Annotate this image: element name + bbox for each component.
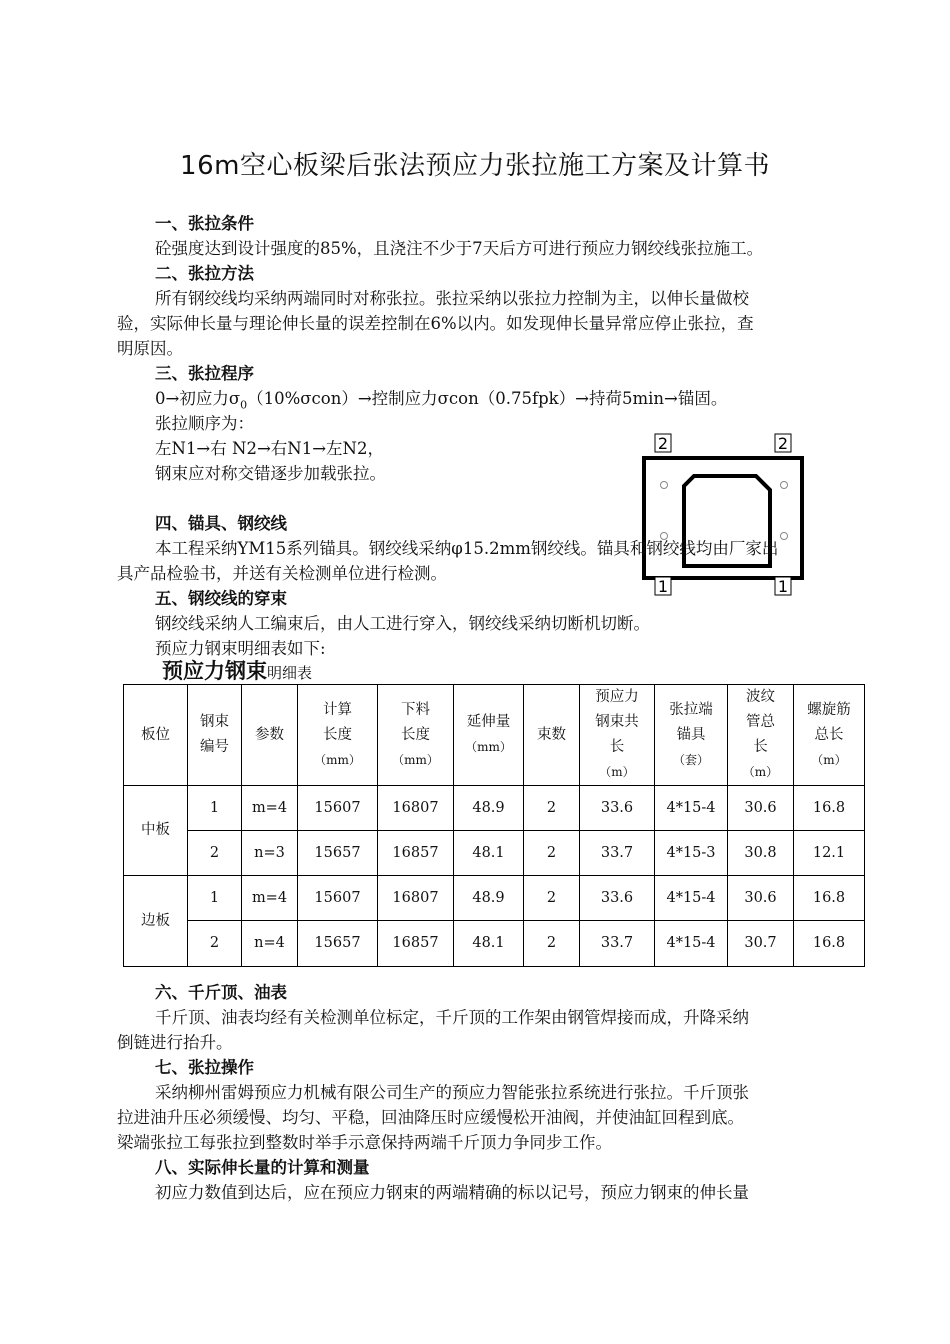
table-cell: m=4: [242, 876, 298, 921]
formula-subscript: 0: [240, 398, 248, 412]
table-cell: 16.8: [794, 921, 865, 967]
table-row: [124, 786, 865, 831]
column-header: 延伸量 （mm）: [454, 685, 524, 786]
column-header: 参数: [242, 685, 298, 786]
formula-text: （10%σcon）→控制应力σcon（0.75fpk）→持荷5min→锚固。: [247, 389, 728, 408]
column-header: 波纹 管总 长 （m）: [728, 685, 794, 786]
column-header: 束数: [524, 685, 580, 786]
paragraph-line: 本工程采纳YM15系列锚具。钢绞线采纳φ15.2mm钢绞线。锚具和钢绞线均由厂家出: [155, 539, 779, 558]
tendon-label: 2: [657, 434, 669, 453]
table-cell: m=4: [242, 786, 298, 831]
table-cell: 2: [524, 831, 580, 876]
table-cell: n=4: [242, 921, 298, 967]
table-cell: 2: [188, 831, 242, 876]
table-cell: 33.6: [580, 876, 655, 921]
table-caption-suffix: 明细表: [267, 664, 313, 682]
page-title: 16m空心板梁后张法预应力张拉施工方案及计算书: [180, 151, 770, 181]
table-cell: 15657: [298, 831, 378, 876]
paragraph-line: 具产品检验书，并送有关检测单位进行检测。: [117, 564, 447, 583]
paragraph-line: 钢绞线采纳人工编束后，由人工进行穿入，钢绞线采纳切断机切断。: [155, 614, 650, 633]
table-cell: 1: [188, 876, 242, 921]
board-position-cell: 中板: [124, 786, 188, 876]
section-heading-3: 三、张拉程序: [155, 364, 254, 383]
table-cell: 30.8: [728, 831, 794, 876]
table-caption: [162, 659, 312, 686]
paragraph-line: 梁端张拉工每张拉到整数时举手示意保持两端千斤顶力争同步工作。: [117, 1133, 612, 1152]
table-cell: 2: [524, 921, 580, 967]
tendon-label: 2: [777, 434, 789, 453]
board-position-cell: 边板: [124, 876, 188, 967]
paragraph-line: 拉进油升压必须缓慢、均匀、平稳，回油降压时应缓慢松开油阀，并使油缸回程到底。: [117, 1108, 744, 1127]
tendon-duct: [781, 533, 788, 540]
paragraph-line: 预应力钢束明细表如下:: [155, 639, 326, 658]
tendon-label: 1: [777, 577, 789, 596]
paragraph-line: 钢束应对称交错逐步加载张拉。: [155, 464, 386, 483]
table-cell: 16807: [378, 786, 454, 831]
table-cell: 33.7: [580, 831, 655, 876]
tendon-duct: [781, 482, 788, 489]
table-cell: 4*15-4: [655, 786, 728, 831]
table-cell: 33.6: [580, 786, 655, 831]
table-cell: 2: [524, 876, 580, 921]
column-header: 张拉端 锚具 （套）: [655, 685, 728, 786]
paragraph-line: 千斤顶、油表均经有关检测单位标定，千斤顶的工作架由钢管焊接而成，升降采纳: [155, 1008, 749, 1027]
table-cell: 16857: [378, 831, 454, 876]
table-header-row: [124, 685, 865, 786]
paragraph-line: 砼强度达到设计强度的85%，且浇注不少于7天后方可进行预应力钢绞线张拉施工。: [155, 239, 764, 258]
table-cell: 16.8: [794, 876, 865, 921]
table-row: [124, 831, 865, 876]
section-heading-2: 二、张拉方法: [155, 264, 254, 283]
table-cell: 30.6: [728, 876, 794, 921]
section-heading-5: 五、钢绞线的穿束: [155, 589, 287, 608]
table-cell: 30.6: [728, 786, 794, 831]
paragraph-line: 所有钢绞线均采纳两端同时对称张拉。张拉采纳以张拉力控制为主，以伸长量做校: [155, 289, 749, 308]
table-cell: 4*15-4: [655, 921, 728, 967]
paragraph-line: 验，实际伸长量与理论伸长量的误差控制在6%以内。如发现伸长量异常应停止张拉，查: [117, 314, 754, 333]
column-header: 下料 长度 （mm）: [378, 685, 454, 786]
section-heading-6: 六、千斤顶、油表: [155, 983, 287, 1002]
section-heading-1: 一、张拉条件: [155, 214, 254, 233]
table-cell: 2: [188, 921, 242, 967]
paragraph-line: 采纳柳州雷姆预应力机械有限公司生产的预应力智能张拉系统进行张拉。千斤顶张: [155, 1083, 749, 1102]
table-cell: 48.1: [454, 921, 524, 967]
paragraph-line: 倒链进行抬升。: [117, 1033, 233, 1052]
table-cell: 16.8: [794, 786, 865, 831]
hollow-slab-cross-section-diagram: [638, 430, 808, 600]
table-cell: 1: [188, 786, 242, 831]
table-cell: 15657: [298, 921, 378, 967]
tendon-label: 1: [657, 577, 669, 596]
column-header: 计算 长度 （mm）: [298, 685, 378, 786]
table-caption-main: 预应力钢束: [162, 659, 267, 683]
table-cell: 12.1: [794, 831, 865, 876]
column-header: 钢束 编号: [188, 685, 242, 786]
table-cell: 4*15-3: [655, 831, 728, 876]
table-cell: 16857: [378, 921, 454, 967]
column-header: 预应力 钢束共 长 （m）: [580, 685, 655, 786]
formula-text: 0→初应力σ: [155, 389, 241, 408]
table-cell: 48.9: [454, 876, 524, 921]
table-cell: 48.1: [454, 831, 524, 876]
paragraph-line: 明原因。: [117, 339, 183, 358]
section-heading-4: 四、锚具、钢绞线: [155, 514, 287, 533]
section-heading-7: 七、张拉操作: [155, 1058, 254, 1077]
paragraph-line: 左N1→右 N2→右N1→左N2，: [155, 439, 384, 458]
table-cell: 2: [524, 786, 580, 831]
table-cell: 30.7: [728, 921, 794, 967]
table-cell: n=3: [242, 831, 298, 876]
table-cell: 15607: [298, 876, 378, 921]
column-header: 螺旋筋 总长 （m）: [794, 685, 865, 786]
paragraph-line: 张拉顺序为：: [155, 414, 254, 433]
tendon-duct: [661, 482, 668, 489]
table-row: [124, 876, 865, 921]
table-cell: 16807: [378, 876, 454, 921]
table-cell: 4*15-4: [655, 876, 728, 921]
tendon-schedule-table: [123, 684, 865, 967]
table-row: [124, 921, 865, 967]
table-cell: 33.7: [580, 921, 655, 967]
section-heading-8: 八、实际伸长量的计算和测量: [155, 1158, 370, 1177]
paragraph-line: 初应力数值到达后，应在预应力钢束的两端精确的标以记号，预应力钢束的伸长量: [155, 1183, 749, 1202]
table-cell: 48.9: [454, 786, 524, 831]
table-cell: 15607: [298, 786, 378, 831]
column-header: 板位: [124, 685, 188, 786]
